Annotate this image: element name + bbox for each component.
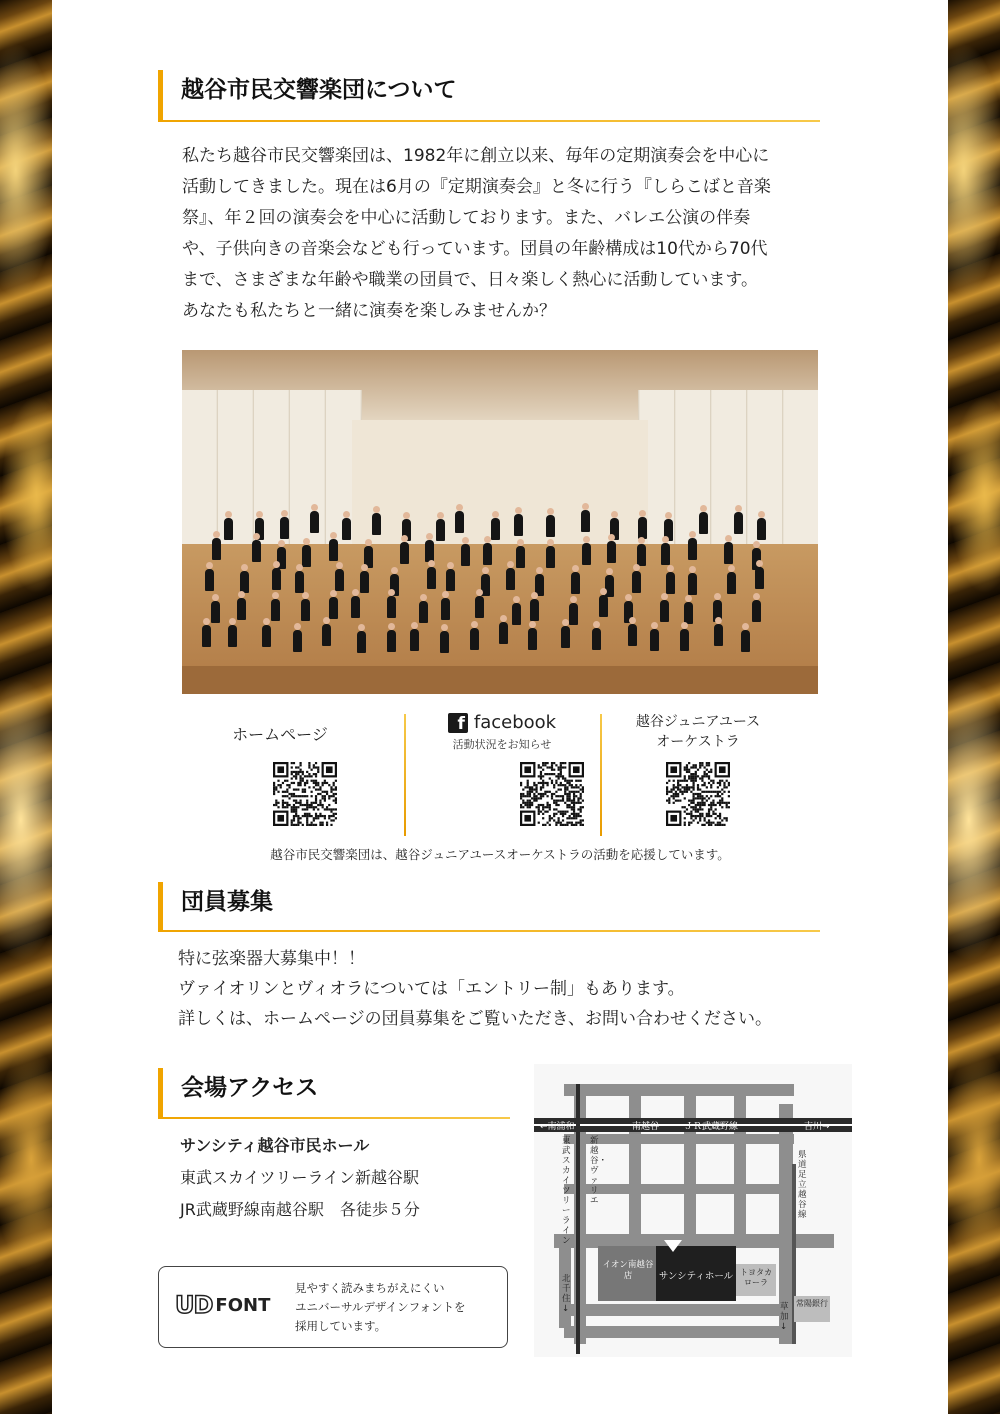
orchestra-member (714, 624, 723, 646)
orchestra-member (372, 513, 381, 535)
orchestra-member (599, 595, 608, 617)
orchestra-member (605, 575, 614, 597)
orchestra-member (734, 512, 743, 534)
ud-font-description: 見やすく読みまちがえにくい ユニバーサルデザインフォントを 採用しています。 (295, 1281, 466, 1333)
map-label-tobu-line: 東武スカイツリーライン (562, 1136, 571, 1246)
support-note: 越谷市民交響楽団は、越谷ジュニアユースオーケストラの活動を応援しています。 (270, 847, 730, 862)
orchestra-member (506, 568, 515, 590)
orchestra-members (202, 500, 792, 660)
orchestra-member (301, 599, 310, 621)
recruit-line-2: ヴァイオリンとヴィオラについては「エントリー制」もあります。 (178, 979, 685, 999)
orchestra-member (351, 596, 360, 618)
about-line-4: や、子供向きの音楽会なども行っています。団員の年齢構成は10代から70代 (182, 239, 768, 259)
orchestra-member (212, 538, 221, 560)
orchestra-member (661, 543, 670, 565)
orchestra-member (499, 622, 508, 644)
orchestra-member (387, 596, 396, 618)
orchestra-member (237, 598, 246, 620)
gold-swirl-decoration-left (0, 0, 52, 1414)
orchestra-member (528, 628, 537, 650)
junior-qr-code[interactable] (666, 762, 730, 826)
map-label-toyota: トヨタカローラ (740, 1268, 772, 1287)
orchestra-member (425, 540, 434, 562)
recruit-heading-underline (158, 930, 820, 932)
orchestra-member (684, 602, 693, 624)
about-line-3: 祭』、年２回の演奏会を中心に活動しております。また、バレエ公演の伴奏 (182, 208, 751, 228)
facebook-qr-code[interactable] (520, 762, 584, 826)
orchestra-member (252, 540, 261, 562)
venue-name: サンシティ越谷市民ホール (180, 1136, 370, 1155)
orchestra-member (427, 567, 436, 589)
facebook-link[interactable] (404, 712, 600, 837)
orchestra-member (475, 596, 484, 618)
map-label-suncity: サンシティホール (658, 1271, 734, 1282)
orchestra-member (741, 630, 750, 652)
recruit-line-3: 詳しくは、ホームページの団員募集をご覧いただき、お問い合わせください。 (178, 1009, 772, 1029)
homepage-qr-code[interactable] (273, 762, 337, 826)
orchestra-member (272, 568, 281, 590)
map-label-higashi-road: 県道足立越谷線 (798, 1150, 807, 1220)
orchestra-photo (182, 350, 818, 694)
orchestra-member (335, 569, 344, 591)
orchestra-member (310, 511, 319, 533)
tobu-line-rail (576, 1084, 580, 1354)
orchestra-member (228, 625, 237, 647)
about-line-2: 活動してきました。現在は6月の『定期演奏会』と冬に行う『しらこばと音楽 (182, 177, 771, 197)
orchestra-member (638, 517, 647, 539)
orchestra-member (727, 572, 736, 594)
about-heading: 越谷市民交響楽団について (158, 70, 457, 120)
access-line-2: JR武蔵野線南越谷駅 各徒歩５分 (180, 1200, 420, 1219)
orchestra-member (546, 515, 555, 537)
orchestra-member (581, 510, 590, 532)
map-label-soka: 草加↓ (780, 1302, 789, 1332)
orchestra-member (302, 545, 311, 567)
access-line-1: 東武スカイツリーライン新越谷駅 (180, 1168, 420, 1187)
orchestra-member (295, 571, 304, 593)
orchestra-member (410, 629, 419, 651)
recruit-line-1: 特に弦楽器大募集中！！ (178, 949, 365, 969)
access-heading: 会場アクセス (158, 1068, 318, 1118)
orchestra-member (205, 569, 214, 591)
access-text (180, 1130, 420, 1226)
orchestra-member (280, 517, 289, 539)
map-label-minamiurawa: ←南浦和 (540, 1122, 575, 1132)
map-label-jr-line: ＪＲ武蔵野線 (684, 1122, 739, 1132)
map-label-aeon: イオン南越谷店 (602, 1260, 654, 1281)
access-heading-underline (158, 1117, 510, 1119)
orchestra-member (757, 518, 766, 540)
map-label-kitasenju: 北千住↓ (562, 1274, 571, 1314)
orchestra-member (530, 599, 539, 621)
orchestra-member (632, 571, 641, 593)
orchestra-member (342, 518, 351, 540)
orchestra-member (322, 624, 331, 646)
recruit-text (178, 944, 838, 1034)
orchestra-member (571, 572, 580, 594)
gold-swirl-decoration-right (948, 0, 1000, 1414)
orchestra-member (483, 543, 492, 565)
facebook-icon: f (448, 713, 468, 733)
orchestra-member (446, 569, 455, 591)
orchestra-member (582, 543, 591, 565)
orchestra-member (436, 519, 445, 541)
orchestra-member (724, 542, 733, 564)
orchestra-member (441, 598, 450, 620)
orchestra-member (387, 630, 396, 652)
homepage-link[interactable] (182, 712, 378, 837)
orchestra-member (561, 626, 570, 648)
about-line-1: 私たち越谷市民交響楽団は、1982年に創立以来、毎年の定期演奏会を中心に (182, 146, 770, 166)
homepage-label: ホームページ (232, 725, 328, 744)
ud-font-badge (158, 1266, 508, 1348)
orchestra-member (516, 546, 525, 568)
orchestra-member (660, 600, 669, 622)
facebook-subtitle: 活動状況をお知らせ (452, 738, 552, 751)
map-label-yoshikawa: 吉川→ (804, 1122, 830, 1132)
orchestra-member (514, 514, 523, 536)
orchestra-member (224, 518, 233, 540)
orchestra-member (755, 567, 764, 589)
orchestra-member (628, 624, 637, 646)
map-label-shinkoshigaya: 新越谷・ヴァリエ (590, 1136, 608, 1206)
orchestra-member (461, 544, 470, 566)
orchestra-member (607, 541, 616, 563)
map-label-joyo: 常陽銀行 (796, 1299, 828, 1308)
orchestra-member (329, 597, 338, 619)
orchestra-member (440, 631, 449, 653)
orchestra-member (688, 573, 697, 595)
orchestra-member (211, 601, 220, 623)
flyer-page (52, 0, 948, 1414)
map-label-minamikoshigaya: 南越谷 (632, 1122, 660, 1132)
orchestra-member (262, 625, 271, 647)
orchestra-member (637, 544, 646, 566)
orchestra-member (202, 625, 211, 647)
orchestra-member (470, 628, 479, 650)
orchestra-member (512, 603, 521, 625)
orchestra-member (546, 546, 555, 568)
about-line-5: まで、さまざまな年齢や職業の団員で、日々楽しく熱心に活動しています。 (182, 270, 758, 290)
orchestra-member (491, 518, 500, 540)
junior-label: 越谷ジュニアユース オーケストラ (635, 714, 761, 750)
orchestra-member (699, 512, 708, 534)
orchestra-member (752, 600, 761, 622)
junior-orchestra-link[interactable] (600, 712, 796, 837)
about-line-6: あなたも私たちと一緒に演奏を楽しみませんか？ (182, 301, 556, 321)
facebook-label: facebook (473, 712, 557, 733)
orchestra-member (650, 629, 659, 651)
orchestra-member (360, 571, 369, 593)
orchestra-member (592, 628, 601, 650)
orchestra-member (329, 539, 338, 561)
orchestra-member (293, 630, 302, 652)
orchestra-member (271, 599, 280, 621)
about-heading-underline (158, 120, 820, 122)
orchestra-member (569, 603, 578, 625)
about-paragraph (182, 141, 842, 327)
orchestra-member (680, 629, 689, 651)
access-map (534, 1064, 852, 1357)
orchestra-member (688, 538, 697, 560)
orchestra-member (666, 572, 675, 594)
orchestra-member (240, 571, 249, 593)
recruit-heading: 団員募集 (158, 882, 273, 932)
orchestra-member (357, 631, 366, 653)
orchestra-member (455, 511, 464, 533)
ud-font-logo: UD FONT (175, 1291, 271, 1319)
orchestra-member (419, 601, 428, 623)
orchestra-member (400, 542, 409, 564)
